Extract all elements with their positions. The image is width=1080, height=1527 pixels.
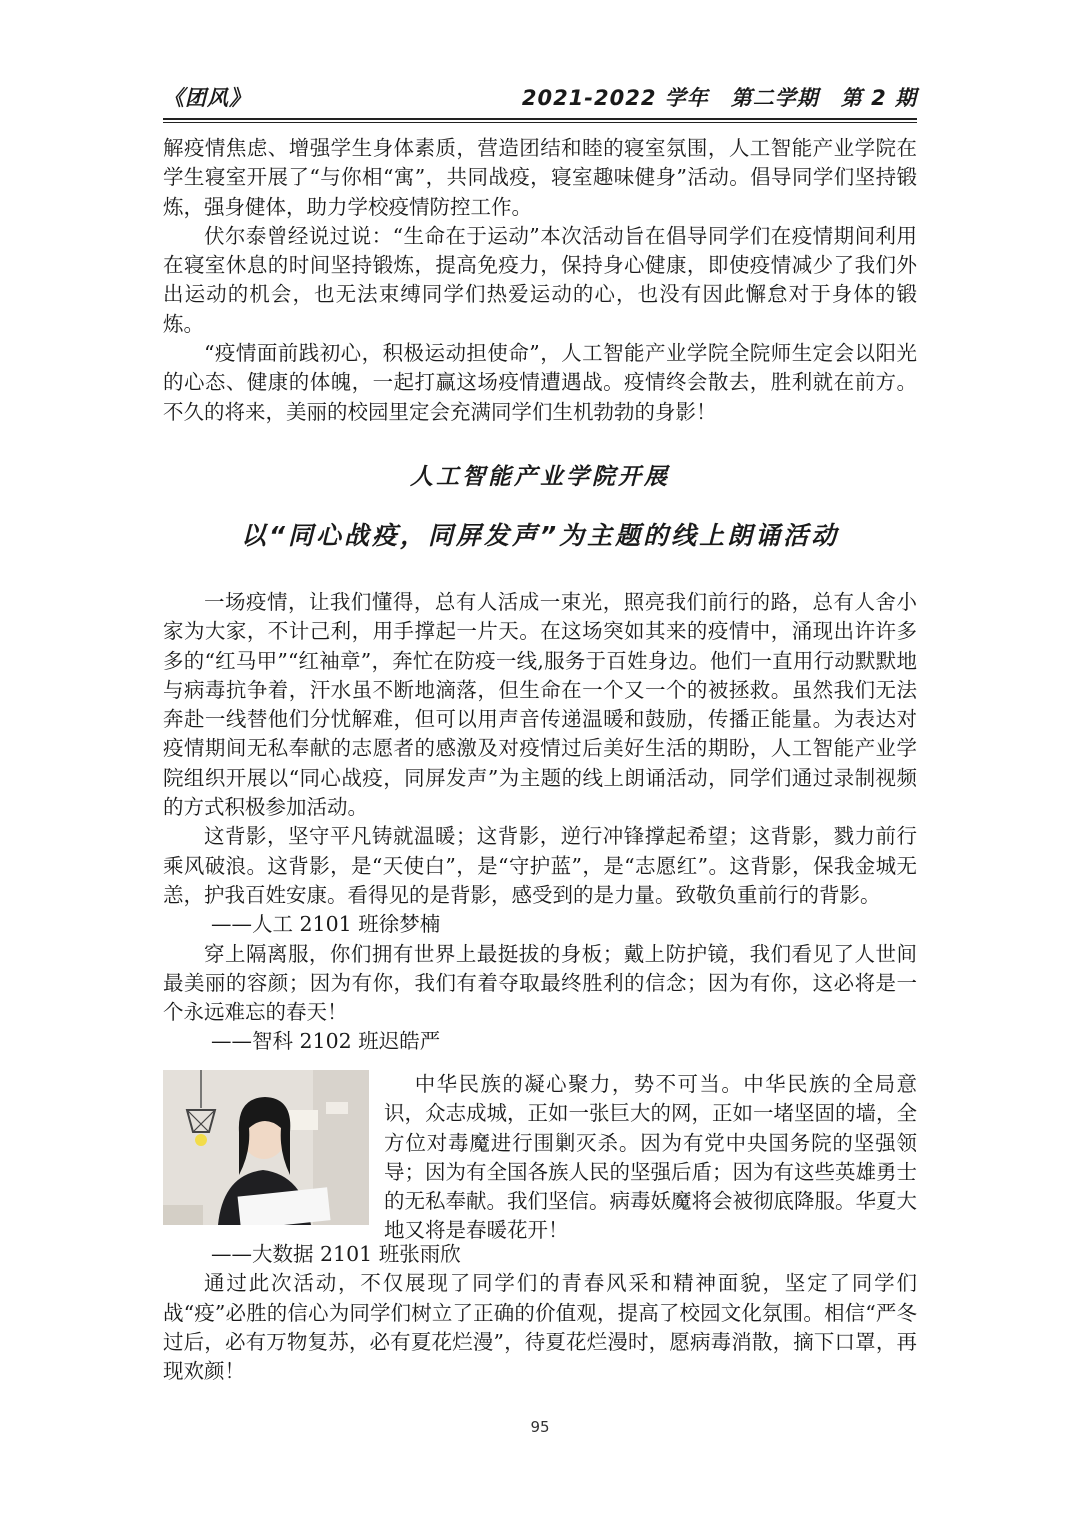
paragraph: 穿上隔离服，你们拥有世界上最挺拔的身板；戴上防护镜，我们看见了人世间最美丽的容颜；因为有你，我们有着夺取最终胜利的信念；因为有你，这必将是一个永远难忘的春天！ [163, 941, 917, 1025]
header-rule-thin [163, 122, 917, 123]
page-number: 95 [530, 1418, 550, 1436]
paragraph: 一场疫情，让我们懂得，总有人活成一束光，照亮我们前行的路，总有人舍小家为大家，不计己利，用手撑起一片天。在这场突如其来的疫情中，涌现出许许多多的“红马甲”“红袖章”，奔忙在防疫一线,服务于百姓身边。他们一直用行动默默地与病毒抗争着，汗水虽不断地滴落，但生命在一个又一个的被拯救。虽然我们无法奔赴一线替他们分忧解难，但可以用声音传递温暖和鼓励，传播正能量。为表达对疫情期间无私奉献的志愿者的感激及对疫情过后美好生活的期盼，人工智能产业学院组织开展以“同心战疫，同屏发声”为主题的线上朗诵活动，同学们通过录制视频的方式积极参加活动。 [163, 590, 917, 820]
paragraph: 解疫情焦虑、增强学生身体素质，营造团结和睦的寝室氛围，人工智能产业学院在学生寝室开展了“与你相“寓”，共同战疫，寝室趣味健身”活动。倡导同学们坚持锻炼，强身健体，助力学校疫情防控工作。 [163, 136, 917, 219]
photo-illustration [163, 1070, 369, 1225]
article-body [163, 588, 917, 1057]
paragraph: 这背影，坚守平凡铸就温暖；这背影，逆行冲锋撑起希望；这背影，戮力前行乘风破浪。这背影，是“天使白”，是“守护蓝”，是“志愿红”。这背影，保我金城无恙，护我百姓安康。看得见的是背影，感受到的是力量。致敬负重前行的背影。 [163, 824, 917, 907]
issue-info: 2021-2022 学年 第二学期 第 2 期 [521, 86, 917, 110]
paragraph: “疫情面前践初心，积极运动担使命”，人工智能产业学院全院师生定会以阳光的心态、健康的体魄，一起打赢这场疫情遭遇战。疫情终会散去，胜利就在前方。不久的将来，美丽的校园里定会充满同学们生机勃勃的身影！ [163, 341, 917, 424]
article-body-end [163, 1240, 917, 1386]
page-header [163, 78, 917, 112]
journal-name: 《团风》 [163, 86, 251, 110]
wrapped-paragraph [384, 1070, 917, 1246]
paragraph: 中华民族的凝心聚力，势不可当。中华民族的全局意识，众志成城，正如一张巨大的网，正如一堵坚固的墙，全方位对毒魔进行围剿灭杀。因为有党中央国务院的坚强领导；因为有全国各族人民的坚强后盾；因为有这些英雄勇士的无私奉献。我们坚信。病毒妖魔将会被彻底降服。华夏大地又将是春暖花开！ [384, 1072, 917, 1243]
signature: ——智科 2102 班迟皓严 [211, 1029, 441, 1054]
signature: ——大数据 2101 班张雨欣 [211, 1242, 461, 1266]
section-continued [163, 134, 917, 427]
header-rule [163, 118, 917, 120]
paragraph: 伏尔泰曾经说过说：“生命在于运动”本次活动旨在倡导同学们在疫情期间利用在寝室休息的时间坚持锻炼，提高免疫力，保持身心健康，即使疫情减少了我们外出运动的机会，也无法束缚同学们热爱运动的心，也没有因此懈怠对于身体的锻炼。 [163, 223, 917, 336]
student-reading-photo [163, 1070, 369, 1225]
article-title-line2: 以“同心战疫，同屏发声”为主题的线上朗诵活动 [240, 521, 840, 550]
paragraph: 通过此次活动，不仅展现了同学们的青春风采和精神面貌，坚定了同学们战“疫”必胜的信心为同学们树立了正确的价值观，提高了校园文化氛围。相信“严冬过后，必有万物复苏，必有夏花烂漫”，待夏花烂漫时，愿病毒消散，摘下口罩，再现欢颜！ [163, 1271, 917, 1384]
signature: ——人工 2101 班徐梦楠 [211, 912, 441, 937]
article-title-line1: 人工智能产业学院开展 [410, 464, 670, 490]
